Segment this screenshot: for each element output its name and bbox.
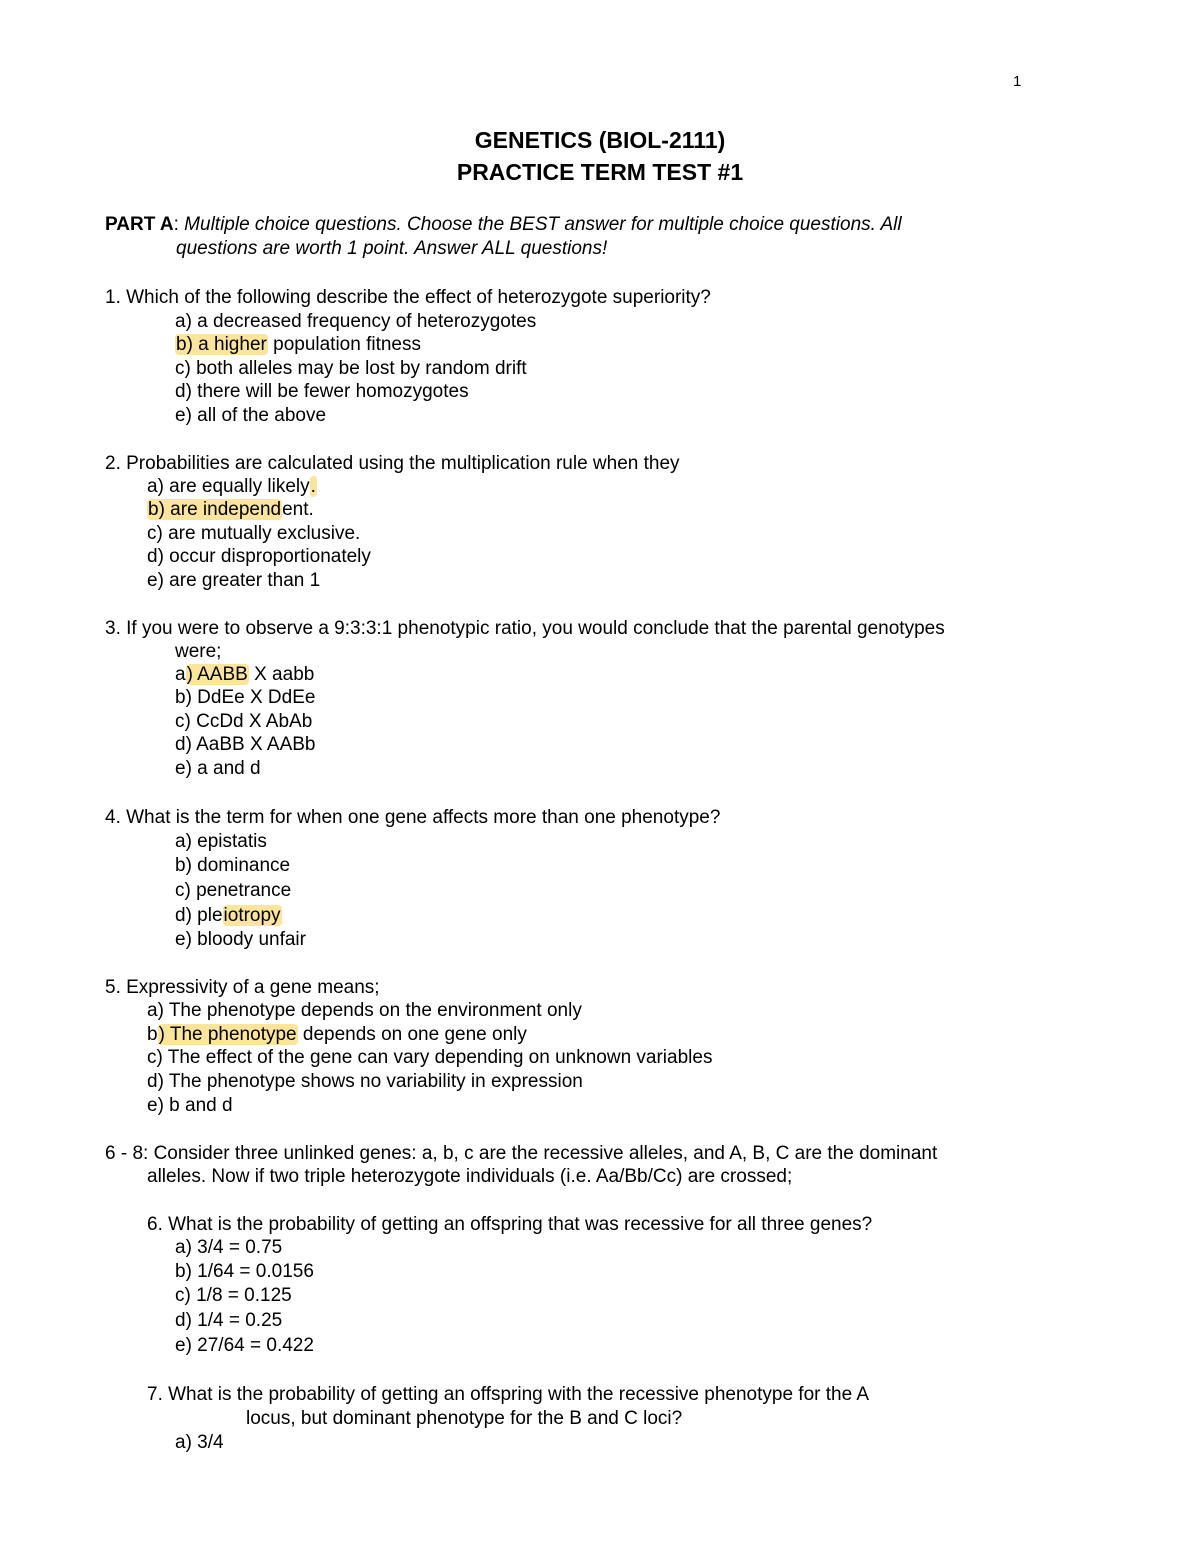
q1-option-b [175,333,421,356]
q2-option-a [147,475,317,498]
q3-option-b: b) DdEe X DdEe [175,687,316,708]
question-3-stem-line-2: were; [175,641,222,662]
q2-option-b-rest: ent. [282,499,314,520]
q3-option-c: c) CcDd X AbAb [175,711,313,732]
q3-option-a-rest: X aabb [248,664,315,685]
q5-option-c: c) The effect of the gene can vary depending on unknown variables [147,1047,713,1068]
q4-option-b: b) dominance [175,855,291,876]
q5-option-b-letter: b [147,1024,158,1045]
course-title: GENETICS (BIOL-2111) [474,127,726,153]
instructions-line-2: questions are worth 1 point. Answer ALL questions! [176,238,608,259]
q3-option-d: d) AaBB X AABb [175,734,316,755]
highlight-mark: b) a higher [176,334,267,355]
q1-option-b-rest: population fitness [267,334,422,355]
question-7-stem-line-2: locus, but dominant phenotype for the B and C loci? [246,1408,683,1429]
q6-8-intro-line-1: 6 - 8: Consider three unlinked genes: a, b, c are the recessive alleles, and A, B, C are the dominant [105,1143,938,1164]
q3-option-e: e) a and d [175,758,261,779]
q4-option-c: c) penetrance [175,880,292,901]
q5-option-b-rest: depends on one gene only [297,1024,527,1045]
q2-option-c: c) are mutually exclusive. [147,523,361,544]
q4-option-e: e) bloody unfair [175,929,306,950]
part-a-instructions [105,213,902,236]
q1-option-c: c) both alleles may be lost by random drift [175,358,527,379]
q4-option-d [175,904,282,927]
page-number: 1 [1013,73,1022,90]
highlight-mark: . [310,476,316,497]
q2-option-d: d) occur disproportionately [147,546,371,567]
q1-option-a: a) a decreased frequency of heterozygotes [175,311,537,332]
q2-option-a-text: a) are equally likely [147,476,310,497]
q2-option-e: e) are greater than 1 [147,570,321,591]
q1-option-d: d) there will be fewer homozygotes [175,381,469,402]
question-7-stem-line-1: 7. What is the probability of getting an offspring with the recessive phenotype for the A [147,1384,870,1405]
q3-option-a-letter: a [175,664,186,685]
question-6-stem: 6. What is the probability of getting an offspring that was recessive for all three genes? [147,1214,873,1235]
q6-option-e: e) 27/64 = 0.422 [175,1335,314,1356]
q3-option-a [175,663,314,686]
q5-option-b [147,1023,527,1046]
part-a-colon: : [173,214,179,235]
question-4-stem: 4. What is the term for when one gene affects more than one phenotype? [105,807,721,828]
q4-option-d-letter: d) ple [175,905,223,926]
highlight-mark: b) are independ [148,499,282,520]
q6-option-b: b) 1/64 = 0.0156 [175,1261,314,1282]
instructions-line-1: Multiple choice questions. Choose the BEST answer for multiple choice questions. All [178,214,902,235]
q5-option-d: d) The phenotype shows no variability in expression [147,1071,583,1092]
q6-option-a: a) 3/4 = 0.75 [175,1237,283,1258]
highlight-mark: iotropy [223,905,281,926]
test-title: PRACTICE TERM TEST #1 [456,159,744,185]
highlight-mark: ) The phenotype [158,1024,297,1045]
question-3-stem-line-1: 3. If you were to observe a 9:3:3:1 phenotypic ratio, you would conclude that the parental genotypes [105,618,945,639]
question-2-stem: 2. Probabilities are calculated using the multiplication rule when they [105,453,680,474]
question-5-stem: 5. Expressivity of a gene means; [105,977,380,998]
q6-8-intro-line-2: alleles. Now if two triple heterozygote individuals (i.e. Aa/Bb/Cc) are crossed; [147,1166,793,1187]
q6-option-d: d) 1/4 = 0.25 [175,1310,283,1331]
q7-option-a: a) 3/4 [175,1432,224,1453]
q2-option-b [147,498,314,521]
q4-option-a: a) epistatis [175,831,267,852]
q5-option-e: e) b and d [147,1095,233,1116]
question-1-stem: 1. Which of the following describe the effect of heterozygote superiority? [105,287,711,308]
q5-option-a: a) The phenotype depends on the environment only [147,1000,582,1021]
q1-option-e: e) all of the above [175,405,327,426]
highlight-mark: ) AABB [186,664,248,685]
part-a-label: PART A [105,214,174,235]
q6-option-c: c) 1/8 = 0.125 [175,1285,292,1306]
